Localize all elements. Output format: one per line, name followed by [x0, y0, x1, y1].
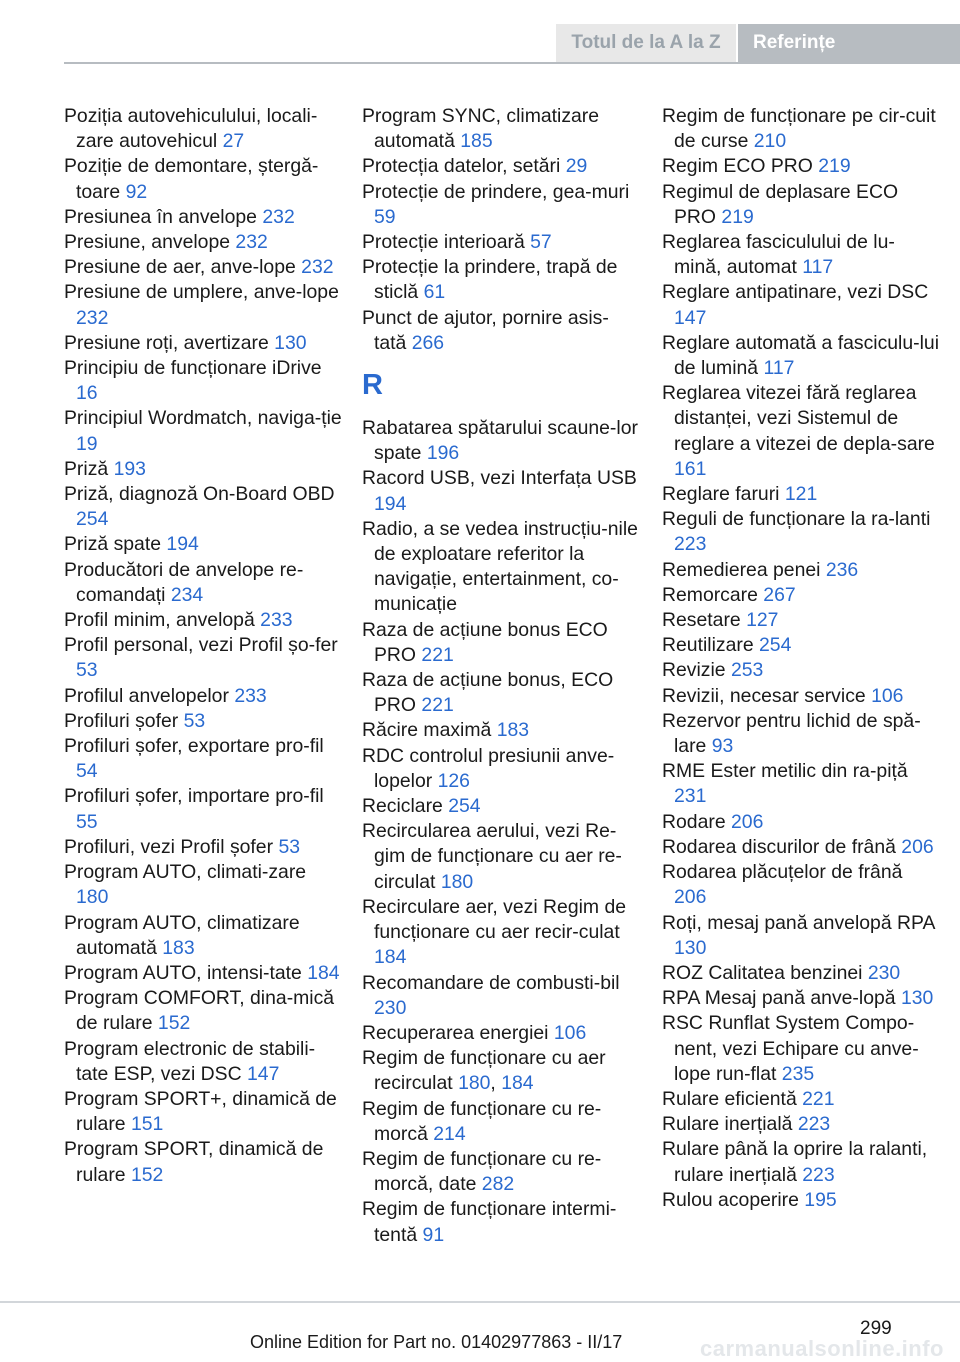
index-entry-text: Radio, a se vedea instrucțiu‐nile de exploatare referitor la navigație, entertainment, co‐municație [362, 517, 638, 616]
index-entry [662, 759, 940, 809]
index-entry [662, 331, 940, 381]
index-entry-text: Profiluri șofer, importare pro‐fil [64, 785, 324, 808]
index-entry-text: Priză [64, 457, 109, 480]
index-entry [362, 517, 640, 618]
index-entry [64, 1037, 342, 1087]
index-entry [662, 1137, 940, 1187]
index-entry [362, 744, 640, 794]
page-link[interactable]: 151 [130, 1113, 164, 1136]
index-entry-text: Resetare [662, 609, 741, 632]
index-entry [64, 532, 342, 557]
index-entry-text: Rulare eficientă [662, 1087, 797, 1110]
page-link[interactable]: 223 [797, 1113, 831, 1136]
index-entry [662, 1087, 940, 1112]
page-link[interactable]: 130 [900, 987, 934, 1010]
index-entry-text: Reglare automată a fasciculu‐lui de lumină [662, 331, 939, 380]
index-entry-text: Producători de anvelope re‐comandați [64, 558, 304, 606]
index-entry-text: Protecție de prindere, gea‐muri [362, 180, 630, 203]
index-entry-text: Protecție interioară [362, 231, 525, 254]
index-entry-text: Program electronic de stabili‐tate ESP, vezi DSC [64, 1037, 316, 1085]
page-link[interactable]: 193 [113, 457, 146, 480]
page-link[interactable]: 266 [411, 331, 445, 354]
index-entry [662, 558, 940, 583]
index-entry [64, 709, 342, 734]
index-entry-text: Remedierea penei [662, 558, 821, 581]
index-entry [362, 180, 640, 230]
index-entry-text: Recirculare aer, vezi Regim de funcționare cu aer recir‐culat [362, 895, 627, 944]
index-entry [662, 104, 940, 154]
index-entry [362, 255, 640, 305]
page-link[interactable]: 106 [871, 684, 904, 707]
index-entry-text: Profil minim, anvelopă [64, 609, 255, 632]
index-entry-text: Principiu de funcționare iDrive [64, 357, 322, 380]
index-entry-text: Program AUTO, climatizare automată [64, 911, 300, 959]
page-link[interactable]: 53 [183, 709, 206, 732]
page-link[interactable]: 230 [374, 996, 407, 1019]
index-entry-text: Presiune de umplere, anve‐lope [64, 281, 339, 304]
page-link[interactable]: 121 [784, 483, 818, 506]
active-section-tab[interactable]: Referințe [738, 24, 960, 62]
index-entry-text: Reglarea vitezei fără reglarea distanței, vezi Sistemul de reglare a vitezei de depla‐sare [662, 382, 935, 455]
page-link[interactable]: 210 [753, 130, 787, 153]
page-link[interactable]: 232 [235, 231, 268, 254]
index-entry [362, 618, 640, 668]
index-entry [362, 104, 640, 154]
page-link[interactable]: 195 [804, 1188, 837, 1211]
index-entry [64, 482, 342, 532]
page-link[interactable]: 117 [763, 357, 795, 380]
page-link[interactable]: 147 [247, 1062, 280, 1085]
page-link[interactable]: 184 [501, 1072, 534, 1095]
index-entry [64, 406, 342, 456]
index-entry [362, 154, 640, 179]
index-entry [662, 911, 940, 961]
page-link[interactable]: 282 [481, 1173, 515, 1196]
index-column-2 [362, 104, 640, 1248]
index-letter-heading: R [362, 369, 383, 402]
index-entry [662, 835, 940, 860]
page-link[interactable]: 54 [76, 760, 98, 783]
page-link[interactable]: 232 [262, 205, 295, 228]
index-entry [662, 1188, 940, 1213]
index-entry-text: Profiluri șofer, exportare pro‐fil [64, 735, 324, 758]
page-number: 299 [860, 1318, 892, 1339]
page-link[interactable]: 152 [157, 1012, 191, 1035]
index-entry-text: Roți, mesaj pană anvelopă RPA [662, 911, 935, 934]
index-entry [662, 154, 940, 179]
index-entry [64, 154, 342, 204]
page-link[interactable]: 61 [423, 281, 446, 304]
index-entry [662, 684, 940, 709]
index-entry [662, 583, 940, 608]
index-entry [362, 1197, 640, 1247]
page-link[interactable]: 183 [496, 719, 530, 742]
index-entry [64, 684, 342, 709]
index-entry [64, 331, 342, 356]
index-entry-text: Protecție la prindere, trapă de sticlă [362, 256, 618, 304]
page-link[interactable]: 57 [530, 231, 552, 254]
page-link[interactable]: 184 [307, 961, 340, 984]
index-entry [64, 280, 342, 330]
index-entry-text: Regim de funcționare cu re‐morcă [362, 1097, 602, 1145]
index-entry-text: Recomandare de combusti‐bil [362, 971, 620, 994]
page-link[interactable]: 194 [374, 492, 407, 515]
index-entry-text: Rulou acoperire [662, 1188, 799, 1211]
index-entry-text: Reguli de funcționare la ra‐lanti [662, 508, 931, 531]
index-entry-text: Rulare inerțială [662, 1113, 793, 1136]
page-link[interactable]: 53 [76, 659, 98, 682]
index-entry-text: Profiluri, vezi Profil șofer [64, 835, 274, 858]
page-link[interactable]: 29 [565, 155, 588, 178]
index-entry [362, 794, 640, 819]
index-entry [64, 205, 342, 230]
page-link[interactable]: 93 [711, 735, 734, 758]
index-entry [362, 306, 640, 356]
page-link[interactable]: 184 [374, 946, 407, 969]
index-entry [362, 230, 640, 255]
page-link[interactable]: 126 [437, 769, 470, 792]
index-entry-text: Recuperarea energiei [362, 1021, 549, 1044]
index-entry-text: Priză spate [64, 533, 162, 556]
index-entry-text: ROZ Calitatea benzinei [662, 961, 863, 984]
index-entry-text: Program AUTO, intensi‐tate [64, 961, 302, 984]
page-link[interactable]: 196 [426, 442, 460, 465]
page-link[interactable]: 232 [301, 256, 334, 279]
index-entry [362, 416, 640, 466]
watermark-text: carmanualsonline.info [700, 1336, 944, 1361]
index-entry-text: Raza de acțiune bonus ECO PRO [362, 618, 608, 666]
index-entry-text: Rodare [662, 810, 726, 833]
edition-note: Online Edition for Part no. 01402977863 - II/17 [250, 1332, 623, 1352]
index-entry-text: Reutilizare [662, 634, 754, 657]
index-entry [662, 608, 940, 633]
index-entry [662, 986, 940, 1011]
index-entry-text: Presiune de aer, anve‐lope [64, 256, 296, 279]
index-entry [64, 1087, 342, 1137]
index-entry-text: Regim ECO PRO [662, 155, 813, 178]
page-link[interactable]: 219 [818, 155, 851, 178]
page-link[interactable]: 91 [422, 1223, 445, 1246]
header-tabs [556, 24, 960, 62]
index-entry-text: Priză, diagnoză On-Board OBD [64, 483, 335, 506]
index-entry-text: Protecția datelor, setări [362, 155, 561, 178]
index-entry [64, 860, 342, 910]
page-link[interactable]: 219 [721, 205, 754, 228]
page-link[interactable]: 161 [674, 457, 707, 480]
index-entry-text: Reglare antipatinare, vezi DSC [662, 281, 929, 304]
page-link[interactable]: 55 [76, 810, 98, 833]
page-link[interactable]: 267 [763, 583, 796, 606]
page-link[interactable]: 214 [433, 1122, 466, 1145]
index-column-1 [64, 104, 342, 1188]
index-entry [362, 819, 640, 895]
page-link[interactable]: 117 [802, 256, 834, 279]
page-link[interactable]: 27 [222, 130, 245, 153]
page-link[interactable]: 127 [746, 609, 779, 632]
index-entry [662, 860, 940, 910]
page-link[interactable]: 92 [125, 180, 148, 203]
index-entry-text: Rodarea plăcuțelor de frână [662, 861, 903, 884]
index-entry [64, 835, 342, 860]
index-entry [362, 895, 640, 971]
page-link[interactable]: 183 [162, 936, 195, 959]
index-entry [64, 356, 342, 406]
index-entry [64, 961, 342, 986]
page-link[interactable]: 221 [802, 1087, 835, 1110]
index-entry [64, 104, 342, 154]
page-link[interactable]: 233 [234, 684, 267, 707]
index-entry-text: Profiluri șofer [64, 709, 179, 732]
index-entry-text: Presiunea în anvelope [64, 205, 257, 228]
footer-divider [0, 1301, 960, 1303]
index-entry [64, 230, 342, 255]
page-link[interactable]: 185 [460, 130, 493, 153]
index-entry-text: Poziția autovehiculului, locali‐zare autovehicul [64, 105, 318, 153]
index-entry [662, 482, 940, 507]
index-entry [362, 718, 640, 743]
index-entry [662, 709, 940, 759]
page-link[interactable]: 19 [76, 432, 98, 455]
page-link[interactable]: 206 [674, 886, 707, 909]
index-entry [662, 1112, 940, 1137]
page-link[interactable]: 130 [674, 936, 707, 959]
page-link[interactable]: 254 [759, 634, 792, 657]
index-entry-text: Punct de ajutor, pornire asis‐tată [362, 306, 609, 354]
index-entry [662, 633, 940, 658]
page-link[interactable]: 236 [825, 558, 859, 581]
index-entry-text: Rezervor pentru lichid de spă‐lare [662, 709, 921, 758]
index-entry-text: Racord USB, vezi Interfața USB [362, 467, 637, 490]
section-tab[interactable]: Totul de la A la Z [556, 24, 738, 62]
index-entry [64, 608, 342, 633]
page-link[interactable]: 194 [166, 533, 199, 556]
index-column-3 [662, 104, 940, 1213]
index-entry-text: Regim de funcționare cu re‐morcă, date [362, 1147, 602, 1196]
index-entry-text: Rodarea discurilor de frână [662, 835, 896, 858]
index-entry-text: Revizii, necesar service [662, 684, 866, 707]
index-entry-text: Program AUTO, climati‐zare [64, 861, 307, 884]
page-link[interactable]: 223 [802, 1163, 835, 1186]
index-entry-text: Regim de funcționare intermi‐tentă [362, 1198, 617, 1246]
index-entry [662, 961, 940, 986]
index-entry [662, 658, 940, 683]
index-entry-text: Raza de acțiune bonus, ECO PRO [362, 669, 614, 717]
page-link[interactable]: 231 [674, 785, 707, 808]
index-entry [64, 633, 342, 683]
index-entry-text: Principiul Wordmatch, naviga‐ție [64, 407, 342, 430]
index-entry [362, 1097, 640, 1147]
index-entry-text: Profilul anvelopelor [64, 684, 229, 707]
index-entry-text: RPA Mesaj pană anve‐lopă [662, 987, 896, 1010]
index-entry [64, 734, 342, 784]
index-entry [662, 507, 940, 557]
page-link[interactable]: 254 [448, 795, 481, 818]
page-link[interactable]: 230 [867, 961, 901, 984]
page-link[interactable]: 233 [260, 609, 293, 632]
index-entry-text: Regimul de deplasare ECO PRO [662, 180, 899, 228]
index-entry-text: Program COMFORT, dina‐mică de rulare [64, 987, 335, 1035]
index-entry [64, 986, 342, 1036]
page-link[interactable]: 147 [674, 306, 707, 329]
page-link[interactable]: 53 [278, 835, 301, 858]
index-entry [362, 1147, 640, 1197]
page-link[interactable]: 152 [130, 1163, 164, 1186]
page-link[interactable]: 221 [421, 694, 454, 717]
index-entry-text: Răcire maximă [362, 719, 492, 742]
page-link[interactable]: 254 [76, 508, 109, 531]
index-entry-text: RSC Runflat System Compo‐nent, vezi Echipare cu anve‐lope run-flat [662, 1012, 919, 1085]
index-entry-text: RDC controlul presiunii anve‐lopelor [362, 744, 615, 792]
index-entry-text: Program SPORT, dinamică de rulare [64, 1138, 324, 1186]
index-entry-text: Presiune roți, avertizare [64, 331, 269, 354]
index-entry [362, 1021, 640, 1046]
index-entry-text: Reglarea fasciculului de lu‐mină, automat [662, 231, 895, 279]
page-link[interactable]: 206 [901, 835, 934, 858]
index-entry-text: Presiune, anvelope [64, 231, 231, 254]
page-link[interactable]: 59 [374, 205, 396, 228]
page-link[interactable]: 130 [274, 331, 307, 354]
index-entry-text: Reglare faruri [662, 483, 780, 506]
index-entry [662, 810, 940, 835]
page-link[interactable]: 206 [731, 810, 764, 833]
index-entry [362, 668, 640, 718]
index-entry-text: Rabatarea spătarului scaune‐lor spate [362, 417, 638, 465]
page-link[interactable]: 253 [730, 659, 764, 682]
index-entry-text: Program SPORT+, dinamică de rulare [64, 1087, 337, 1136]
index-entry [64, 558, 342, 608]
index-entry [64, 911, 342, 961]
index-entry-text: Regim de funcționare cu aer recirculat [362, 1047, 606, 1095]
page-link[interactable]: 180 [458, 1072, 491, 1095]
page-link[interactable]: 221 [421, 643, 454, 666]
index-entry-text: Program SYNC, climatizare automată [362, 105, 600, 153]
index-entry [64, 457, 342, 482]
index-entry-text: Reciclare [362, 795, 443, 818]
index-entry-text: Remorcare [662, 583, 758, 606]
index-entry [362, 466, 640, 516]
index-entry-text: RME Ester metilic din ra‐piță [662, 760, 908, 783]
page-link[interactable]: 180 [440, 870, 474, 893]
index-entry [64, 1137, 342, 1187]
page-link[interactable]: 223 [674, 533, 707, 556]
page-link[interactable]: 16 [76, 382, 98, 405]
index-entry-text: Revizie [662, 659, 726, 682]
page-link[interactable]: 180 [76, 886, 109, 909]
index-entry-text: Rulare până la oprire la ralanti, rulare inerțială [662, 1138, 928, 1186]
index-entry [64, 255, 342, 280]
page-link[interactable]: 106 [553, 1021, 587, 1044]
page-link[interactable]: 235 [781, 1062, 815, 1085]
index-entry-text: Recircularea aerului, vezi Re‐gim de funcționare cu aer re‐circulat [362, 820, 622, 893]
index-entry [362, 971, 640, 1021]
index-entry: Regim de funcționare cu aer recirculat 180, 184 [362, 1047, 606, 1095]
index-entry-text: Profil personal, vezi Profil șo‐fer [64, 634, 338, 657]
index-entry [64, 784, 342, 834]
header-divider [64, 62, 960, 64]
page-link[interactable]: 232 [76, 306, 109, 329]
index-entry [662, 381, 940, 482]
index-entry [662, 230, 940, 280]
index-entry-text: Poziție de demontare, ștergă‐toare [64, 155, 319, 203]
index-entry [662, 280, 940, 330]
index-entry [662, 1011, 940, 1087]
index-entry [662, 180, 940, 230]
index-entry-text: Regim de funcționare pe cir‐cuit de curse [662, 105, 936, 153]
page-link[interactable]: 234 [170, 583, 204, 606]
